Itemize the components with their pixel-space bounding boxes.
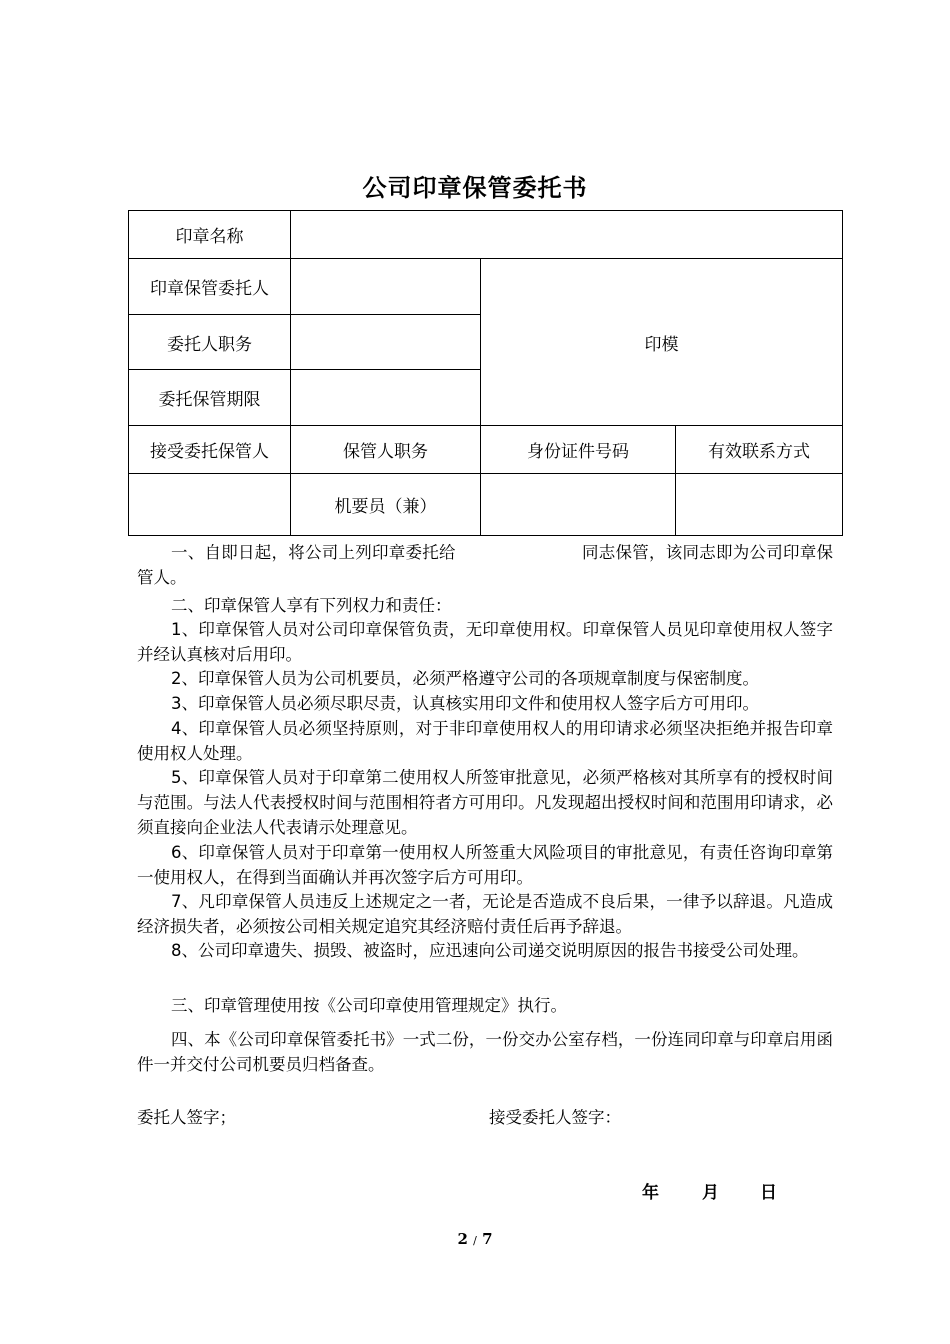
seal-name-field[interactable] [291,211,843,259]
seal-name-label: 印章名称 [129,211,291,259]
delegator-signature-label: 委托人签字； [137,1108,236,1127]
item-2: 2、印章保管人员为公司机要员，必须严格遵守公司的各项规章制度与保密制度。 [171,669,759,688]
item-8: 8、公司印章遗失、损毁、被盗时，应迅速向公司递交说明原因的报告书接受公司处理。 [171,941,809,960]
paragraph-2: 二、印章保管人享有下列权力和责任： [171,596,452,615]
delegator-position-label: 委托人职务 [129,315,291,370]
accepting-custodian-field[interactable] [129,474,291,536]
paragraph-1-part-b: 同志保管，该同志即为公司印章保管人。 [137,543,833,587]
date-month-label: 月 [702,1183,719,1203]
custodian-position-value: 机要员（兼） [291,474,481,536]
seal-custody-form-table [128,210,843,536]
item-3: 3、印章保管人员必须尽职尽责，认真核实用印文件和使用权人签字后方可用印。 [171,694,759,713]
page-separator: / [473,1234,477,1247]
page-number [0,1230,950,1248]
accepting-custodian-header: 接受委托保管人 [129,426,291,474]
seal-impression-label: 印模 [644,334,679,355]
custodian-delegator-label: 印章保管委托人 [129,259,291,315]
paragraph-1-part-a: 一、自即日起，将公司上列印章委托给 [171,543,456,562]
id-number-field[interactable] [481,474,676,536]
date-year-label: 年 [642,1183,659,1203]
custodian-position-header: 保管人职务 [291,426,481,474]
item-5: 5、印章保管人员对于印章第二使用权人所签审批意见，必须严格核对其所享有的授权时间与范围。与法人代表授权时间与范围相符者方可用印。凡发现超出授权时间和范围用印请求，必须直接向企业法人代表请示处理意见。 [137,768,833,837]
item-6: 6、印章保管人员对于印章第一使用权人所签重大风险项目的审批意见，有责任咨询印章第一使用权人，在得到当面确认并再次签字后方可用印。 [137,843,833,887]
custody-period-label: 委托保管期限 [129,370,291,426]
item-1: 1、印章保管人员对公司印章保管负责，无印章使用权。印章保管人员见印章使用权人签字并经认真核对后用印。 [137,620,833,664]
item-4: 4、印章保管人员必须坚持原则，对于非印章使用权人的用印请求必须坚决拒绝并报告印章使用权人处理。 [137,719,833,763]
contact-field[interactable] [676,474,843,536]
page-current: 2 [457,1230,468,1248]
contact-header: 有效联系方式 [676,426,843,474]
seal-impression-area [481,259,843,426]
acceptor-signature-label: 接受委托人签字： [489,1108,621,1127]
document-title: 公司印章保管委托书 [362,174,588,202]
item-7: 7、凡印章保管人员违反上述规定之一者，无论是否造成不良后果，一律予以辞退。凡造成经济损失者，必须按公司相关规定追究其经济赔付责任后再予辞退。 [137,892,833,936]
paragraph-4: 四、本《公司印章保管委托书》一式二份，一份交办公室存档，一份连同印章与印章启用函件一并交付公司机要员归档备查。 [137,1030,833,1074]
date-day-label: 日 [760,1183,777,1203]
id-number-header: 身份证件号码 [481,426,676,474]
paragraph-3: 三、印章管理使用按《公司印章使用管理规定》执行。 [171,996,567,1015]
delegator-position-field[interactable] [291,315,481,370]
page-total: 7 [482,1230,493,1248]
custodian-delegator-field[interactable] [291,259,481,315]
custody-period-field[interactable] [291,370,481,426]
paragraph-1 [137,540,833,590]
